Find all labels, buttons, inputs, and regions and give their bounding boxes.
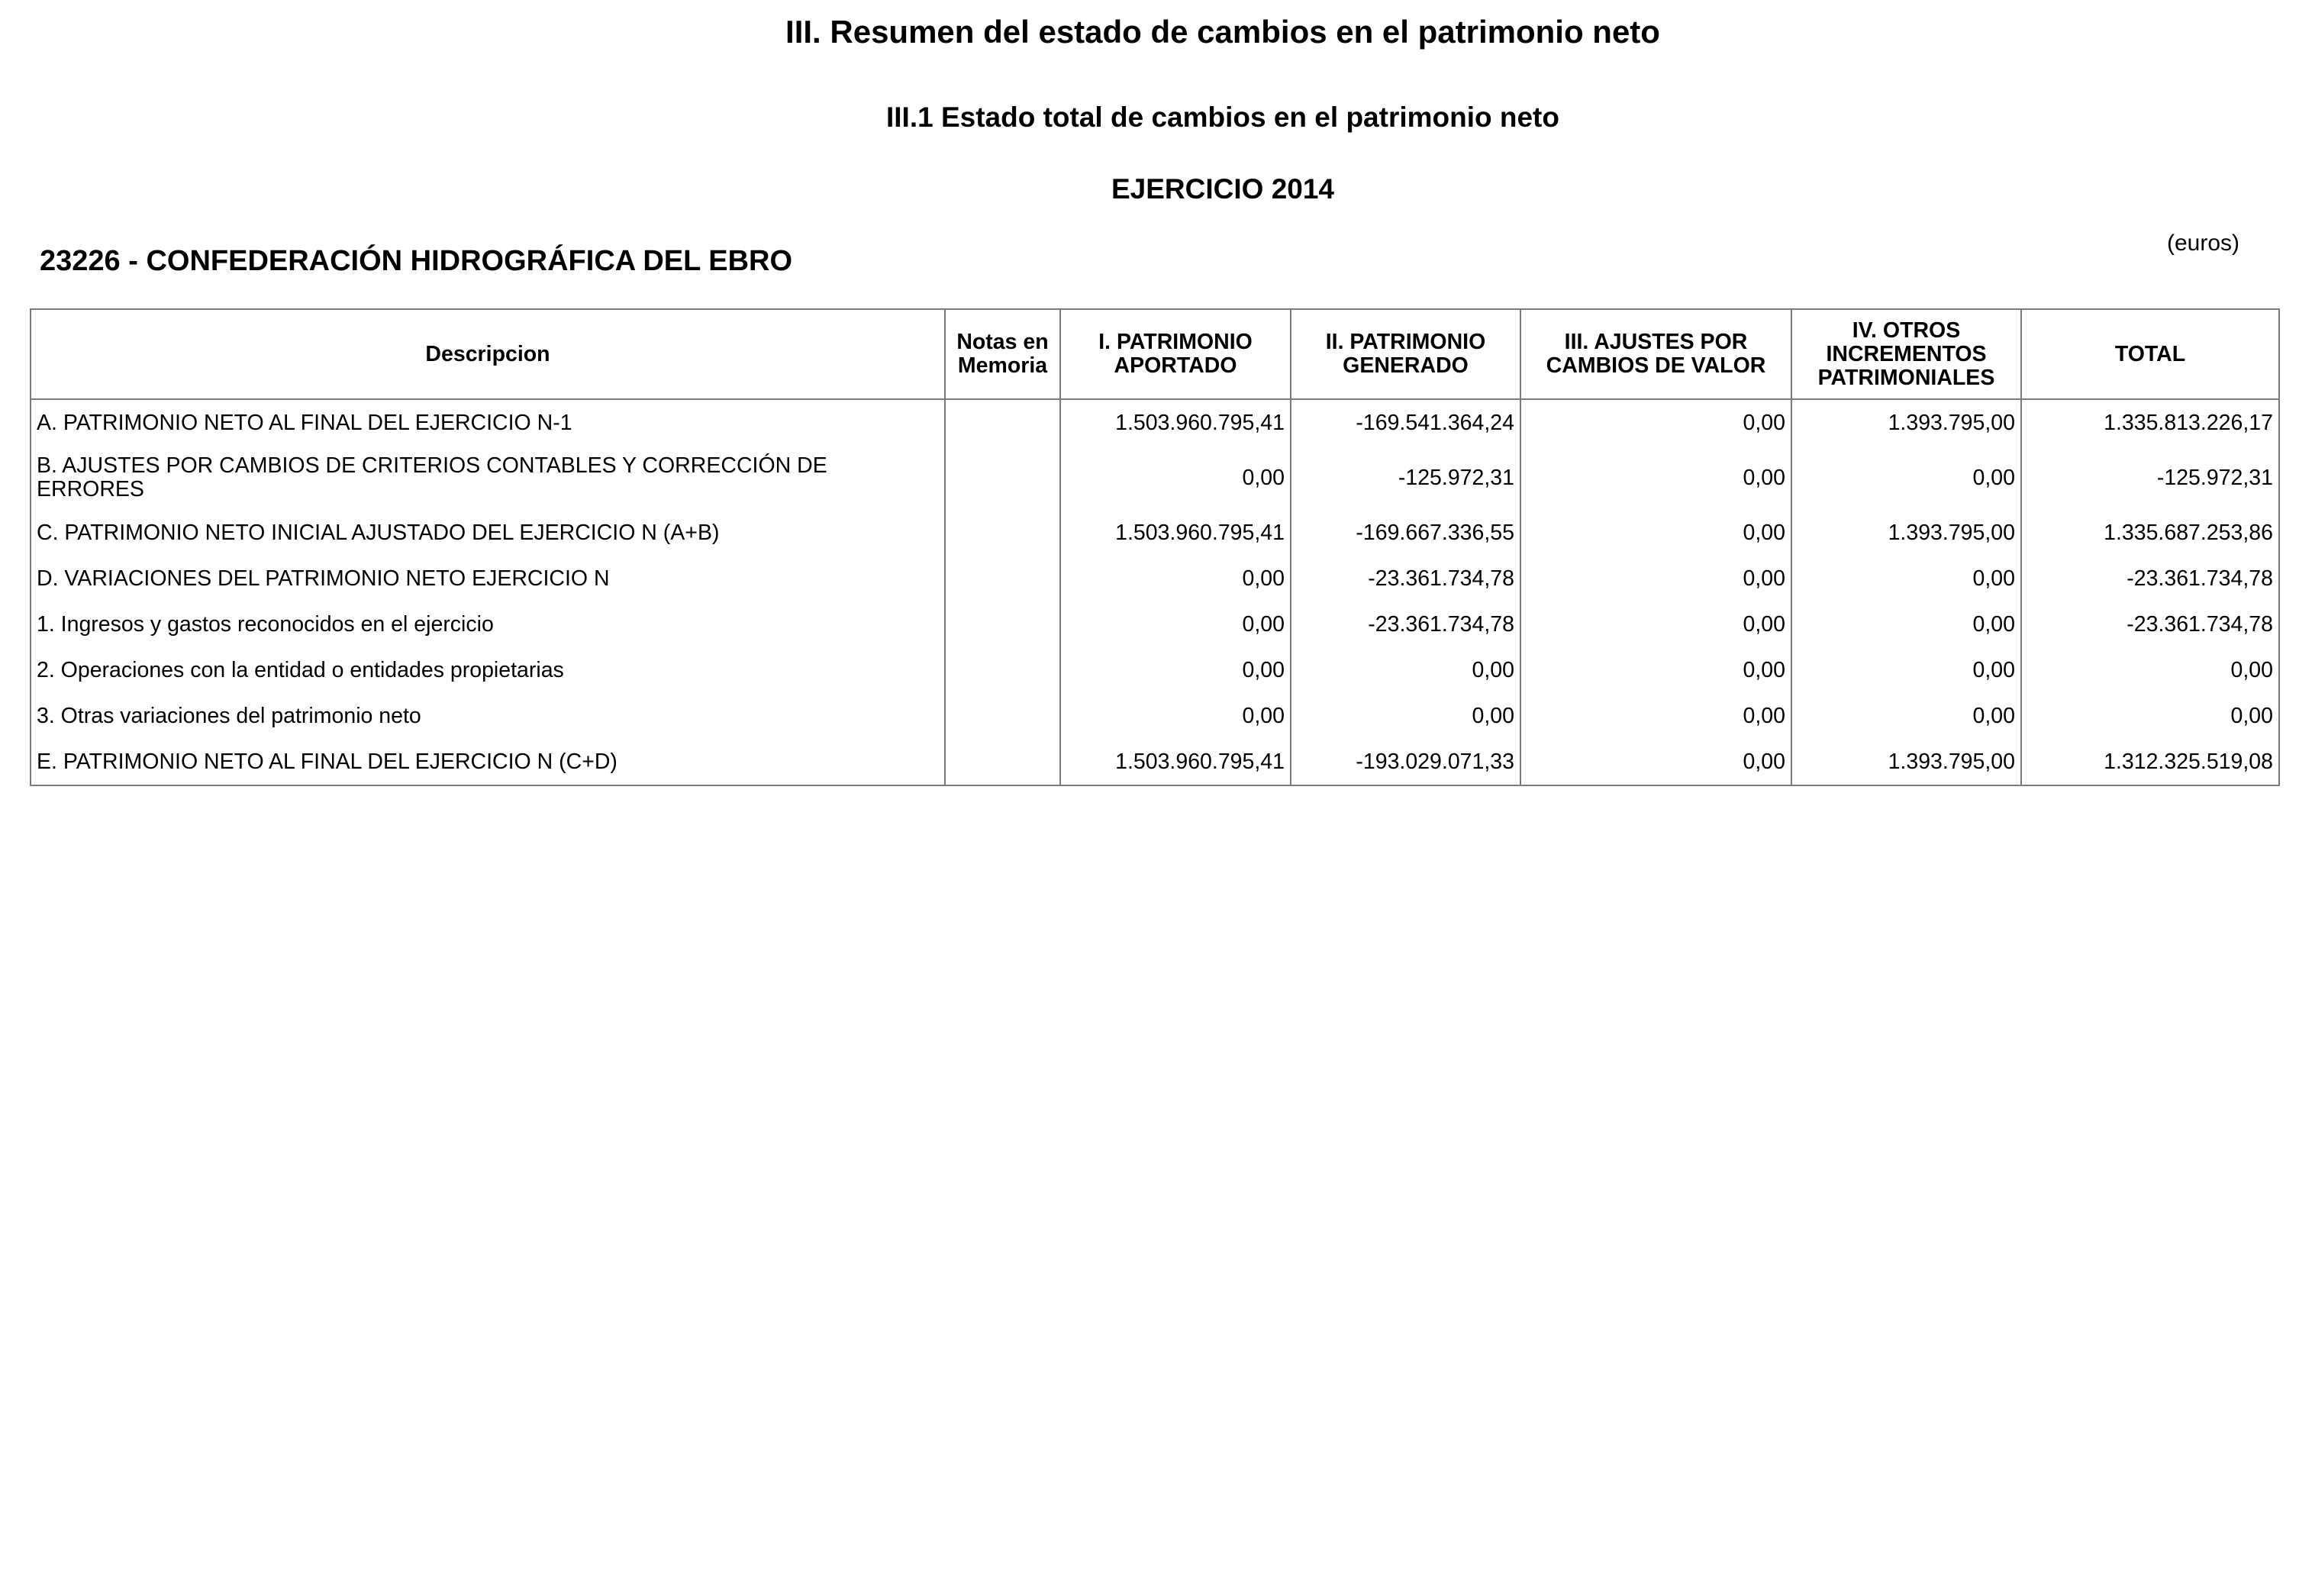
table-row [31,556,2279,601]
row-description: E. PATRIMONIO NETO AL FINAL DEL EJERCICIO N (C+D) [31,739,945,785]
row-ajustes-valor: 0,00 [1520,601,1791,647]
row-notas [945,399,1060,446]
table-row [31,399,2279,446]
table-row [31,510,2279,556]
row-patrimonio-aportado: 0,00 [1060,556,1291,601]
row-ajustes-valor: 0,00 [1520,510,1791,556]
row-ajustes-valor: 0,00 [1520,647,1791,693]
row-patrimonio-aportado: 0,00 [1060,601,1291,647]
row-notas [945,510,1060,556]
column-header-patrimonio-aportado: I. PATRIMONIO APORTADO [1060,309,1291,399]
row-otros-incrementos: 0,00 [1791,556,2021,601]
row-total: -23.361.734,78 [2021,556,2279,601]
row-patrimonio-aportado: 0,00 [1060,446,1291,510]
row-patrimonio-generado: -23.361.734,78 [1291,556,1520,601]
table-header-row [31,309,2279,399]
row-description: C. PATRIMONIO NETO INICIAL AJUSTADO DEL EJERCICIO N (A+B) [31,510,945,556]
row-total: 0,00 [2021,647,2279,693]
row-description: B. AJUSTES POR CAMBIOS DE CRITERIOS CONTABLES Y CORRECCIÓN DE ERRORES [31,446,945,510]
row-notas [945,601,1060,647]
row-otros-incrementos: 1.393.795,00 [1791,739,2021,785]
table-row [31,693,2279,739]
column-header-patrimonio-generado: II. PATRIMONIO GENERADO [1291,309,1520,399]
currency-units-label: (euros) [2166,231,2239,256]
row-ajustes-valor: 0,00 [1520,693,1791,739]
equity-changes-table [30,308,2280,786]
row-ajustes-valor: 0,00 [1520,739,1791,785]
row-patrimonio-aportado: 0,00 [1060,647,1291,693]
row-otros-incrementos: 1.393.795,00 [1791,399,2021,446]
row-total: -23.361.734,78 [2021,601,2279,647]
column-header-descripcion: Descripcion [31,309,945,399]
entity-name: 23226 - CONFEDERACIÓN HIDROGRÁFICA DEL EBRO [40,245,793,277]
row-patrimonio-generado: -193.029.071,33 [1291,739,1520,785]
row-notas [945,693,1060,739]
row-otros-incrementos: 0,00 [1791,693,2021,739]
row-notas [945,446,1060,510]
row-patrimonio-generado: -23.361.734,78 [1291,601,1520,647]
table-row [31,601,2279,647]
row-patrimonio-generado: -125.972,31 [1291,446,1520,510]
row-ajustes-valor: 0,00 [1520,556,1791,601]
table-row [31,446,2279,510]
row-otros-incrementos: 0,00 [1791,446,2021,510]
row-total: 1.312.325.519,08 [2021,739,2279,785]
row-total: -125.972,31 [2021,446,2279,510]
row-patrimonio-generado: 0,00 [1291,693,1520,739]
row-description: 3. Otras variaciones del patrimonio neto [31,693,945,739]
row-total: 1.335.687.253,86 [2021,510,2279,556]
row-patrimonio-aportado: 1.503.960.795,41 [1060,510,1291,556]
column-header-notas: Notas en Memoria [945,309,1060,399]
row-total: 1.335.813.226,17 [2021,399,2279,446]
row-notas [945,556,1060,601]
row-otros-incrementos: 0,00 [1791,647,2021,693]
row-ajustes-valor: 0,00 [1520,446,1791,510]
row-patrimonio-aportado: 0,00 [1060,693,1291,739]
column-header-otros-incrementos: IV. OTROS INCREMENTOS PATRIMONIALES [1791,309,2021,399]
fiscal-year-title: EJERCICIO 2014 [1111,173,1335,205]
row-description: D. VARIACIONES DEL PATRIMONIO NETO EJERCICIO N [31,556,945,601]
row-patrimonio-generado: 0,00 [1291,647,1520,693]
row-description: A. PATRIMONIO NETO AL FINAL DEL EJERCICIO N-1 [31,399,945,446]
row-ajustes-valor: 0,00 [1520,399,1791,446]
column-header-ajustes-valor: III. AJUSTES POR CAMBIOS DE VALOR [1520,309,1791,399]
row-notas [945,647,1060,693]
row-otros-incrementos: 1.393.795,00 [1791,510,2021,556]
section-title: III.1 Estado total de cambios en el patrimonio neto [886,102,1559,133]
row-description: 1. Ingresos y gastos reconocidos en el ejercicio [31,601,945,647]
row-patrimonio-generado: -169.667.336,55 [1291,510,1520,556]
row-total: 0,00 [2021,693,2279,739]
column-header-total: TOTAL [2021,309,2279,399]
table-row [31,647,2279,693]
row-patrimonio-aportado: 1.503.960.795,41 [1060,739,1291,785]
row-notas [945,739,1060,785]
row-otros-incrementos: 0,00 [1791,601,2021,647]
page-title: III. Resumen del estado de cambios en el patrimonio neto [785,14,1660,50]
table-row [31,739,2279,785]
row-patrimonio-aportado: 1.503.960.795,41 [1060,399,1291,446]
row-patrimonio-generado: -169.541.364,24 [1291,399,1520,446]
row-description: 2. Operaciones con la entidad o entidades propietarias [31,647,945,693]
